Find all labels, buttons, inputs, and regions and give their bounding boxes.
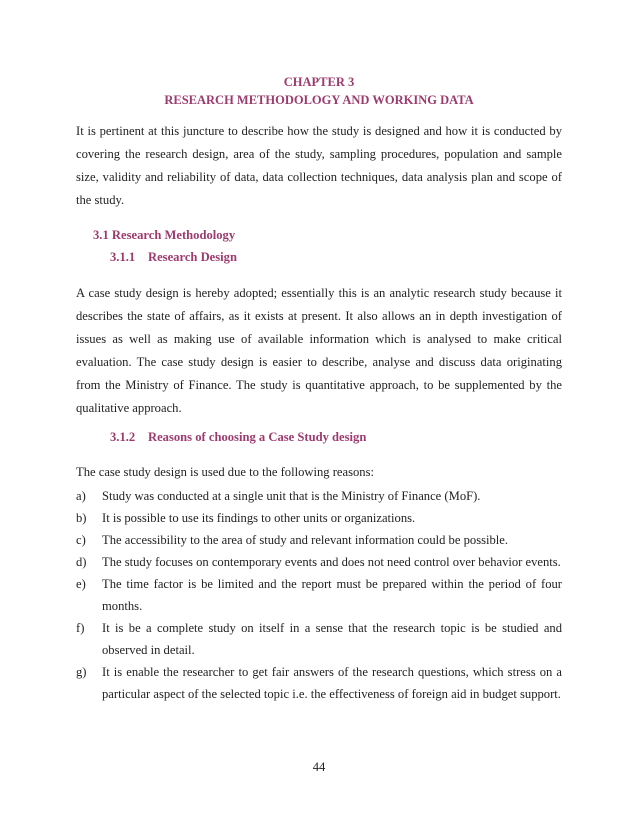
list-item bbox=[76, 529, 562, 551]
section-3-1-heading: 3.1 Research Methodology bbox=[93, 228, 236, 242]
list-item-text: It is enable the researcher to get fair answers of the research questions, which stress on a particular aspect of the selected topic i.e. the effectiveness of foreign aid in budget support. bbox=[102, 665, 562, 701]
list-item bbox=[76, 661, 562, 705]
list-marker: b) bbox=[76, 511, 87, 525]
list-item bbox=[76, 485, 562, 507]
list-item bbox=[76, 507, 562, 529]
section-3-1-1-number: 3.1.1 bbox=[110, 250, 136, 264]
section-3-1-2-title: Reasons of choosing a Case Study design bbox=[148, 430, 367, 444]
list-marker: e) bbox=[76, 577, 86, 591]
list-item-text: It is be a complete study on itself in a sense that the research topic is be studied and observed in detail. bbox=[102, 621, 562, 657]
section-3-1-1-title: Research Design bbox=[148, 250, 237, 264]
list-item bbox=[76, 617, 562, 661]
reasons-list bbox=[76, 485, 562, 705]
list-marker: g) bbox=[76, 665, 87, 679]
chapter-title: RESEARCH METHODOLOGY AND WORKING DATA bbox=[164, 93, 474, 107]
reasons-intro: The case study design is used due to the following reasons: bbox=[76, 465, 374, 479]
list-marker: d) bbox=[76, 555, 87, 569]
page-number: 44 bbox=[312, 760, 326, 774]
list-item-text: The time factor is be limited and the report must be prepared within the period of four months. bbox=[102, 577, 562, 613]
list-item bbox=[76, 573, 562, 617]
list-item-text: Study was conducted at a single unit that is the Ministry of Finance (MoF). bbox=[102, 489, 481, 503]
research-design-paragraph: A case study design is hereby adopted; essentially this is an analytic research study because it describes the state of affairs, as it exists at present. It also allows an in depth investigation of issues as well as making use of available information which is analysed to make critical evaluation. The case study design is easier to describe, analyse and discuss data originating from the Ministry of Finance. The study is quantitative approach, to be supplemented by the qualitative approach. bbox=[76, 286, 562, 415]
list-marker: a) bbox=[76, 489, 86, 503]
list-item-text: It is possible to use its findings to other units or organizations. bbox=[102, 511, 416, 525]
section-3-1-2-number: 3.1.2 bbox=[110, 430, 136, 444]
list-item bbox=[76, 551, 562, 573]
section-3-1-2-heading bbox=[110, 428, 366, 446]
section-3-1-1-heading bbox=[110, 248, 237, 266]
list-item-text: The accessibility to the area of study and relevant information could be possible. bbox=[102, 533, 509, 547]
intro-paragraph: It is pertinent at this juncture to describe how the study is designed and how it is conducted by covering the research design, area of the study, sampling procedures, population and sample size, validity and reliability of data, data collection techniques, data analysis plan and scope of the study. bbox=[76, 124, 562, 207]
list-marker: f) bbox=[76, 621, 85, 635]
list-marker: c) bbox=[76, 533, 86, 547]
list-item-text: The study focuses on contemporary events and does not need control over behavior events. bbox=[102, 555, 561, 569]
chapter-number: CHAPTER 3 bbox=[283, 75, 355, 89]
